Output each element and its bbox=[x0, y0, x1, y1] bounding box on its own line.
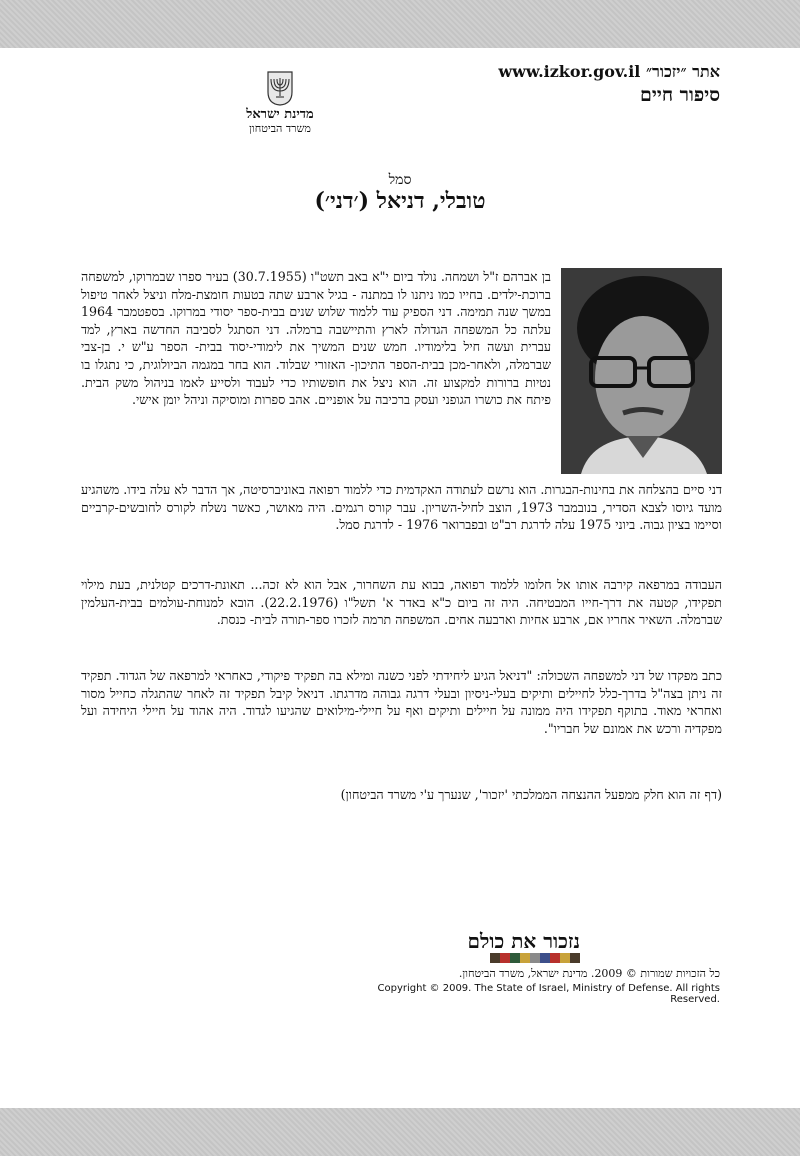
rights-hebrew: כל הזכויות שמורות © 2009. מדינת ישראל, משרד הביטחון. bbox=[458, 967, 720, 980]
biography-paragraph-1: בן אברהם ז"ל ושמחה. נולד ביום י"א באב תשט"ו (30.7.1955) בעיר ספרו שבמרוקו, למשפחה ברוכת-ילדים. בחייו כמו ניתנו לו במתנה - בגיל ארבע שתה בטעות חומצת-מלח וניצל לאחר טיפול במשך שנה תמימה. דני הספיק עוד ללמוד שלוש שנים בבית-ספר יסודי במרוקו. בספטמבר 1964 עלתה כל המשפחה הגדולה לארץ והתיישבה ברמלה. דני הסתגל לסביבה החדשה בארץ, למד עברית ועשה חיל בלימודיו. חמש שנים המשיך את לימודי-יסוד בבית- הספר ע"ש י. בן-צבי שברמלה, ולאחר-מכן בבית-הספר התיכון- האזורי שבלוד. הוא בחר במגמה הביולוגית, כי נתגלו בו נטיות ברורות למקצוע זה. הוא ניצל את חופשותיו כדי לעבוד ולסייע לאמו בניהול משק הבית. פיתח את כושרו הגופני ועסק ברכיבה על אופניים. אהב ספרות ומוסיקה וניהל יומן אישי. bbox=[81, 269, 551, 408]
state-emblem bbox=[230, 70, 330, 135]
soldier-name: טובלי, דניאל (׳דני׳) bbox=[314, 188, 486, 214]
biography-paragraph-3: העבודה במרפאה קירבה אותו אל חלומו ללמוד רפואה, בבוא עת השחרור, אבל הוא לא זכה... תאונת-דרכים קטלנית, בעת מילוי תפקידו, קטעה את דרך-חייו המבטיחה. היה זה ביום כ"א באדר א' תשל"ו (22.2.1976). הובא למנוחת-עולמים בבית-העלמין שברמלה. השאיר אחריו אם, ארבע אחיות וארבעה אחים. המשפחה תרמה לזכרו ספר-תורה לבית- כנסת. bbox=[81, 577, 722, 628]
ribbon-stripe bbox=[490, 953, 500, 963]
ribbon-stripe bbox=[510, 953, 520, 963]
bottom-border-band bbox=[0, 1108, 800, 1156]
top-border-band bbox=[0, 0, 800, 48]
remember-them-slogan: נזכור את כולם bbox=[467, 929, 580, 953]
menorah-emblem-icon bbox=[265, 70, 295, 106]
ribbon-stripe bbox=[550, 953, 560, 963]
copyright-english: Copyright © 2009. The State of Israel, Ministry of Defense. All rights Reserved. bbox=[377, 983, 720, 1005]
soldier-rank: סמל bbox=[388, 172, 412, 188]
ribbon-stripe bbox=[520, 953, 530, 963]
emblem-line-state: מדינת ישראל bbox=[246, 107, 314, 122]
emblem-line-ministry: משרד הביטחון bbox=[249, 122, 311, 135]
portrait-image bbox=[561, 268, 722, 474]
site-line: אתר ״יזכור״ www.izkor.gov.il bbox=[498, 62, 720, 81]
ribbon-stripe bbox=[560, 953, 570, 963]
site-header bbox=[498, 62, 720, 107]
izkor-note: (דף זה הוא חלק ממפעל ההנצחה הממלכתי 'יזכור', שנערך ע'י משרד הביטחון) bbox=[340, 787, 722, 802]
soldier-portrait bbox=[561, 268, 722, 474]
section-title: סיפור חיים bbox=[640, 84, 720, 106]
ribbon-stripe bbox=[530, 953, 540, 963]
footer bbox=[330, 930, 720, 1005]
biography-paragraph-4: כתב מפקדו של דני למשפחה השכולה: "דניאל הגיע ליחידתי לפני כשנה ומילא בה תפקיד פיקודי, כאחראי למרפאה של הגדוד. תפקיד זה ניתן בצה"ל בדרך-כלל לחיילים ותיקים בעלי-ניסיון ובעלי דרגה גבוהה מדרגתו. דניאל קיבל תפקיד זה לאחר שהתגלה כחייל מסור ואחראי מאוד. בתוקף תפקידו היה ממונה על חיילים ותיקים ואף על חיילי-מילואים שהגיעו לגדוד. היה אהוד על חיילי היחידה ועל מפקדיה ורכש את אמונם של חבריו". bbox=[81, 668, 722, 736]
biography-paragraph-2: דני סיים בהצלחה את בחינות-הבגרות. הוא נרשם לעתודה האקדמית כדי ללמוד רפואה באוניברסיטה, אך הדבר לא עלה בידו. משהגיע מועד גיוסו לצבא הסדיר, בנובמבר 1973, הוצב לחיל-השריון. עבר קורס רגמים. היה מאושר, כאשר נשלח לקורס לחובשים-קרביים וסיימו בציון גבוה. ביוני 1975 עלה לדרגת רב"ט ובפברואר 1976 - לדרגת סמל. bbox=[81, 482, 722, 533]
ribbon-stripe bbox=[540, 953, 550, 963]
ribbon-stripe bbox=[500, 953, 510, 963]
ribbon-stripe bbox=[570, 953, 580, 963]
ribbon-stripes bbox=[490, 953, 580, 963]
